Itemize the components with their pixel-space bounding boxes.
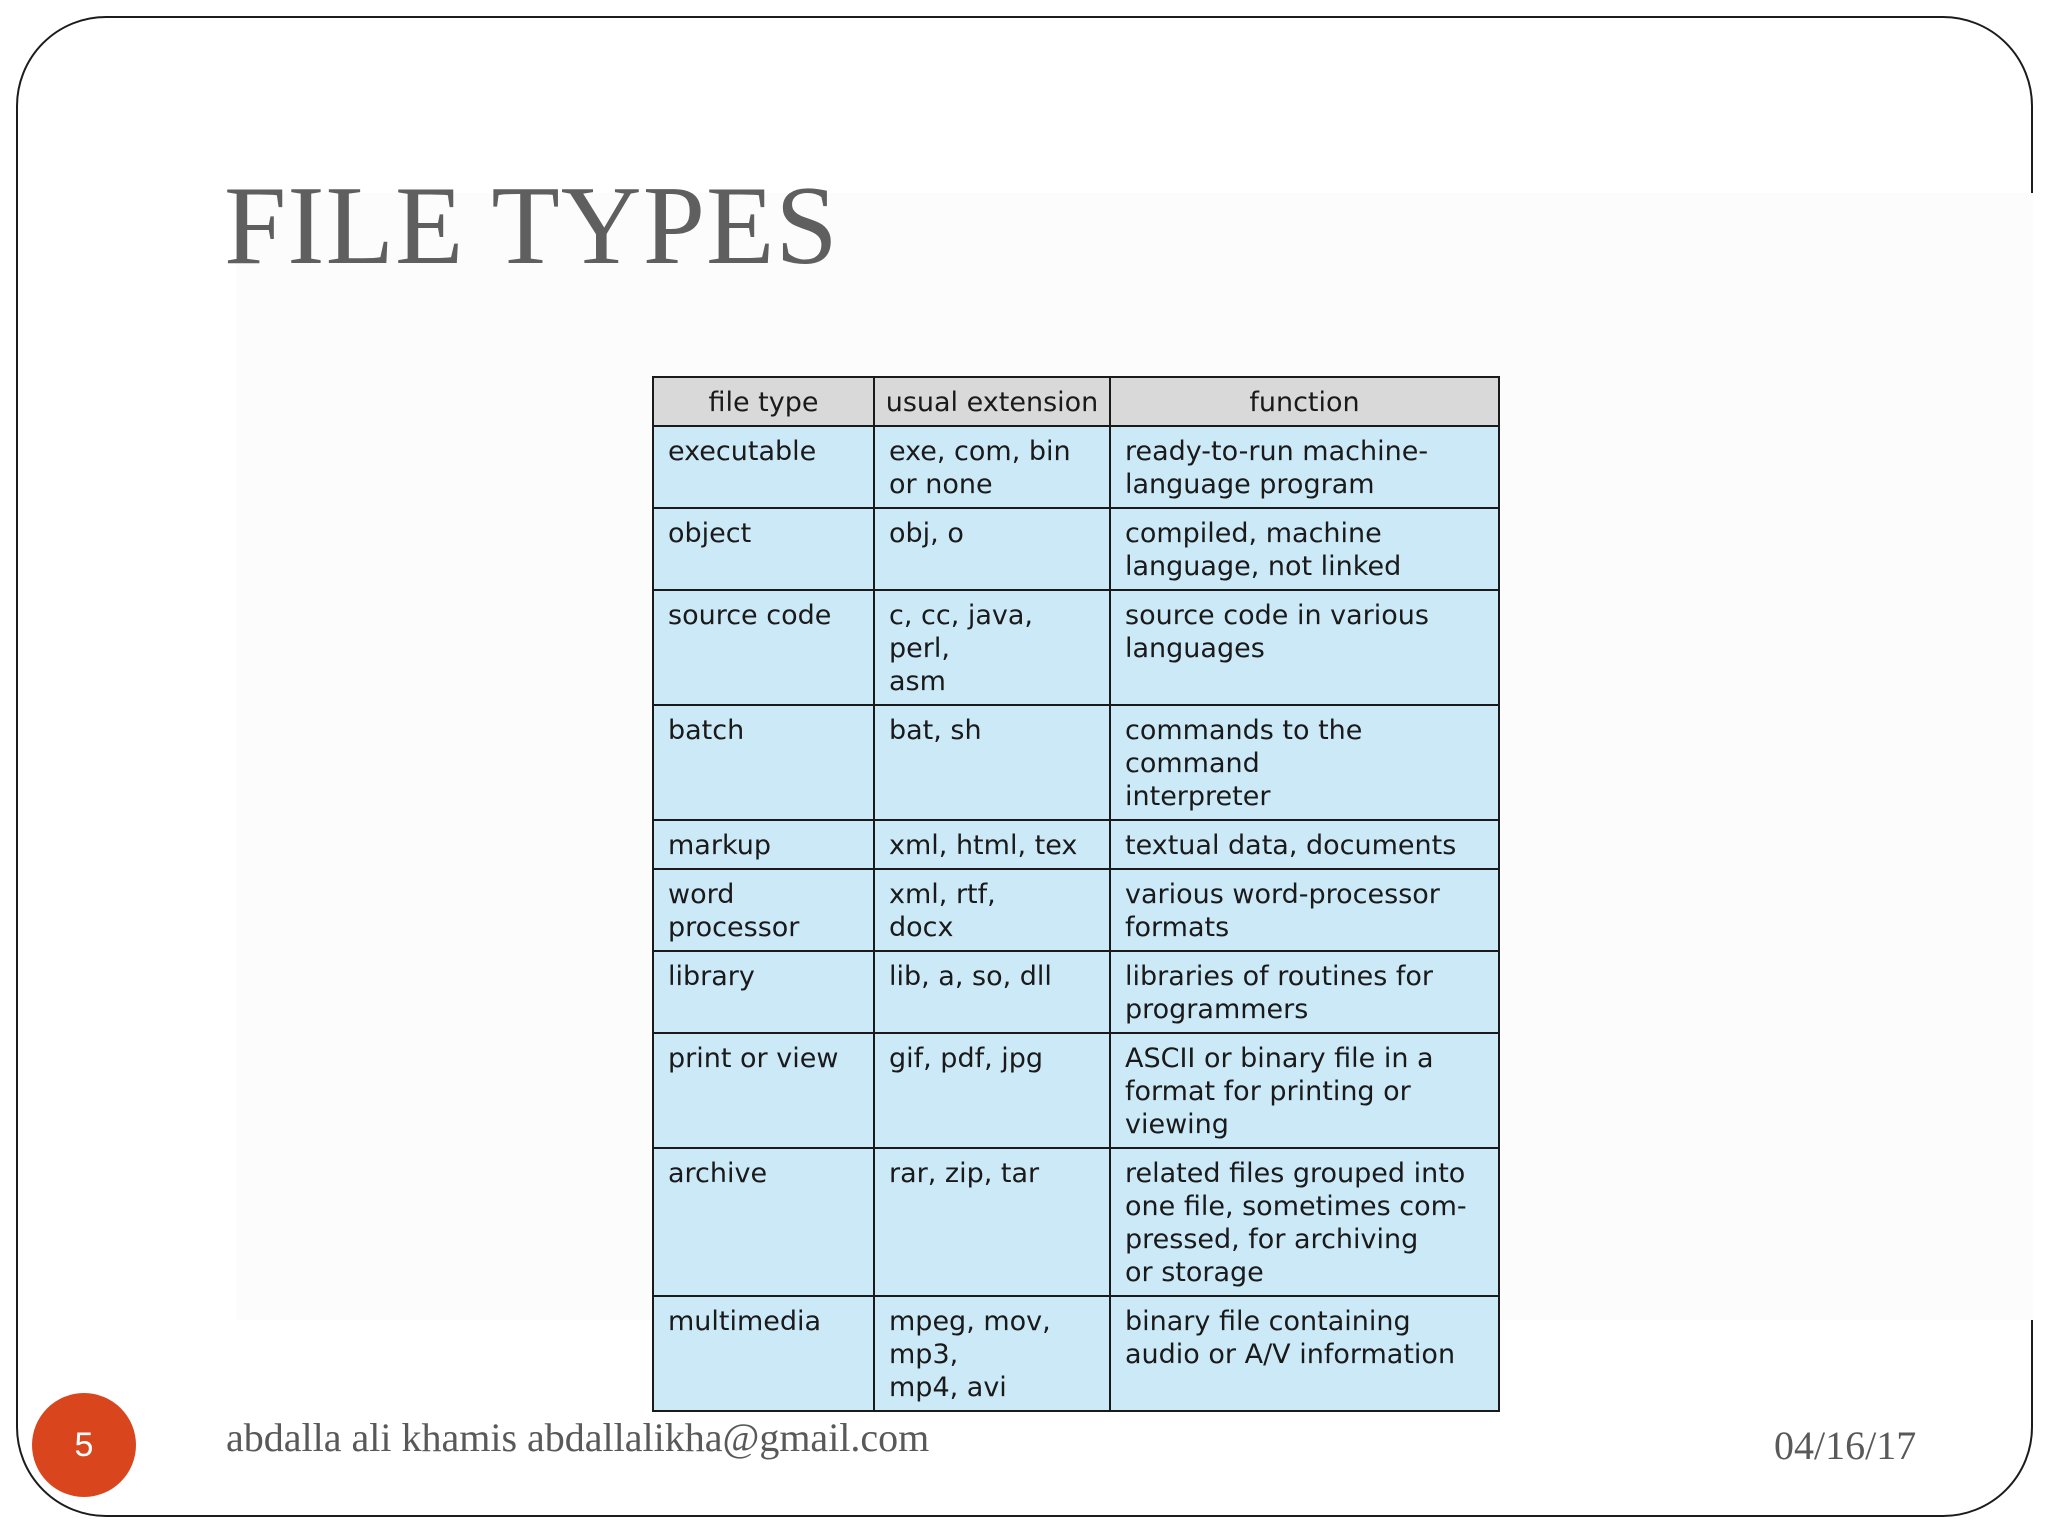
- cell-usual-extension: xml, rtf, docx: [874, 869, 1110, 951]
- cell-file-type: executable: [653, 426, 874, 508]
- cell-function: ASCII or binary file in a format for printing or viewing: [1110, 1033, 1499, 1148]
- column-header-usual-extension: usual extension: [874, 377, 1110, 426]
- cell-function: commands to the command interpreter: [1110, 705, 1499, 820]
- table-row: [653, 590, 1499, 705]
- cell-function: compiled, machine language, not linked: [1110, 508, 1499, 590]
- page-number-badge: [32, 1393, 136, 1497]
- table-header-row: [653, 377, 1499, 426]
- cell-usual-extension: bat, sh: [874, 705, 1110, 820]
- footer-author: abdalla ali khamis abdallalikha@gmail.com: [226, 1415, 930, 1460]
- file-types-table: [652, 376, 1500, 1412]
- cell-usual-extension: exe, com, bin or none: [874, 426, 1110, 508]
- table-row: [653, 951, 1499, 1033]
- page-number: 5: [74, 1425, 94, 1464]
- cell-file-type: source code: [653, 590, 874, 705]
- cell-file-type: library: [653, 951, 874, 1033]
- cell-usual-extension: mpeg, mov, mp3, mp4, avi: [874, 1296, 1110, 1411]
- column-header-file-type: file type: [653, 377, 874, 426]
- cell-function: textual data, documents: [1110, 820, 1499, 869]
- cell-usual-extension: obj, o: [874, 508, 1110, 590]
- footer-date: 04/16/17: [1774, 1423, 1917, 1468]
- cell-function: libraries of routines for programmers: [1110, 951, 1499, 1033]
- cell-usual-extension: c, cc, java, perl, asm: [874, 590, 1110, 705]
- cell-function: binary file containing audio or A/V information: [1110, 1296, 1499, 1411]
- column-header-function: function: [1110, 377, 1499, 426]
- cell-function: various word-processor formats: [1110, 869, 1499, 951]
- slide-title: FILE TYPES: [224, 164, 839, 288]
- table-row: [653, 426, 1499, 508]
- table-row: [653, 705, 1499, 820]
- cell-file-type: object: [653, 508, 874, 590]
- cell-usual-extension: lib, a, so, dll: [874, 951, 1110, 1033]
- cell-file-type: markup: [653, 820, 874, 869]
- cell-file-type: archive: [653, 1148, 874, 1296]
- cell-function: ready-to-run machine- language program: [1110, 426, 1499, 508]
- cell-file-type: word processor: [653, 869, 874, 951]
- table-row: [653, 1148, 1499, 1296]
- table-row: [653, 820, 1499, 869]
- cell-file-type: multimedia: [653, 1296, 874, 1411]
- table-row: [653, 869, 1499, 951]
- table-row: [653, 508, 1499, 590]
- cell-file-type: print or view: [653, 1033, 874, 1148]
- cell-usual-extension: gif, pdf, jpg: [874, 1033, 1110, 1148]
- cell-usual-extension: xml, html, tex: [874, 820, 1110, 869]
- table-row: [653, 1033, 1499, 1148]
- cell-function: related files grouped into one file, sometimes com- pressed, for archiving or storage: [1110, 1148, 1499, 1296]
- table-row: [653, 1296, 1499, 1411]
- cell-function: source code in various languages: [1110, 590, 1499, 705]
- cell-file-type: batch: [653, 705, 874, 820]
- cell-usual-extension: rar, zip, tar: [874, 1148, 1110, 1296]
